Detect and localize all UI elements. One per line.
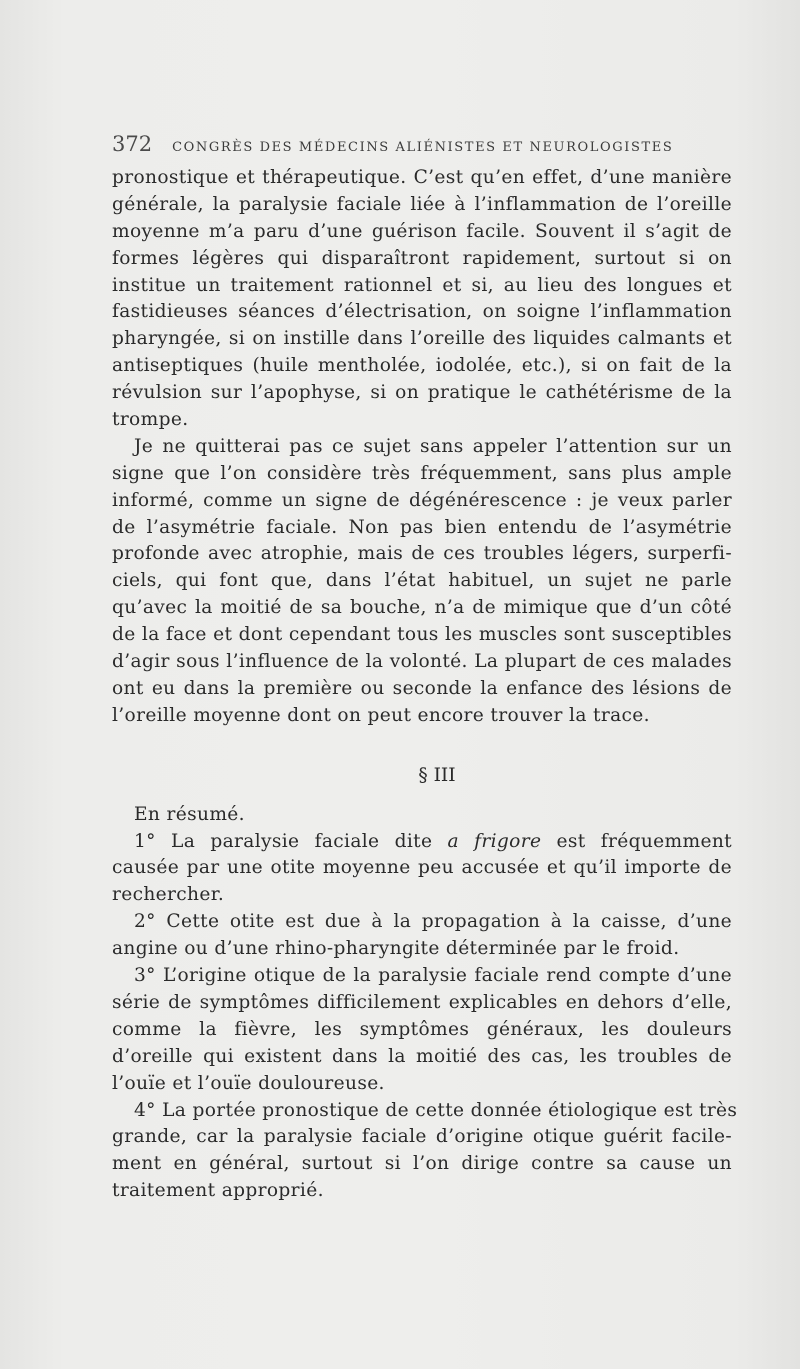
text-line: l’oreille moyenne dont on peut encore trouver la trace. xyxy=(112,704,650,726)
point-rest: est fréquemment xyxy=(541,830,733,852)
body-text xyxy=(112,165,738,1205)
text-line: trompe. xyxy=(112,409,189,431)
text-line: pharyngée, si on instille dans l’oreille des liquides calmants et xyxy=(112,328,732,350)
summary xyxy=(112,802,738,1205)
latin-term: a frigore xyxy=(447,830,542,852)
text-line: grande, car la paralysie faciale d’origine otique guérit facile- xyxy=(112,1126,732,1148)
text-line: d’oreille qui existent dans la moitié des cas, les troubles de xyxy=(112,1045,732,1067)
text-line: signe que l’on considère très fréquemment, sans plus ample xyxy=(112,462,732,484)
text-line: institue un traitement rationnel et si, au lieu des longues et xyxy=(112,274,732,296)
text-line: rechercher. xyxy=(112,884,225,906)
running-title: CONGRÈS DES MÉDECINS ALIÉNISTES ET NEUROLOGISTES xyxy=(172,140,674,155)
text-line: fastidieuses séances d’électrisation, on soigne l’inflammation xyxy=(112,301,732,323)
section-heading: § III xyxy=(418,764,456,786)
text-line: ment en général, surtout si l’on dirige contre sa cause un xyxy=(112,1153,732,1175)
text-line: l’ouïe et l’ouïe douloureuse. xyxy=(112,1072,385,1094)
page-header xyxy=(112,132,712,156)
text-line: d’agir sous l’influence de la volonté. La plupart de ces malades xyxy=(112,651,732,673)
text-line: révulsion sur l’apophyse, si on pratique le cathétérisme de la xyxy=(112,382,732,404)
text-line: de la face et dont cependant tous les muscles sont susceptibles xyxy=(112,624,732,646)
point-lead: 1° La paralysie faciale dite xyxy=(134,830,448,852)
text-line: 2° Cette otite est due à la propagation à la caisse, d’une xyxy=(134,911,732,933)
text-line: 4° La portée pronostique de cette donnée étiologique est très xyxy=(134,1099,738,1121)
text-line: Je ne quitterai pas ce sujet sans appeler l’attention sur un xyxy=(134,435,732,457)
summary-point-2 xyxy=(112,909,732,963)
text-line xyxy=(112,829,732,856)
paragraph-asymmetry xyxy=(112,434,732,730)
text-line: série de symptômes difficilement explicables en dehors d’elle, xyxy=(112,991,732,1013)
text-line: de l’asymétrie faciale. Non pas bien entendu de l’asymétrie xyxy=(112,516,732,538)
text-line: causée par une otite moyenne peu accusée et qu’il importe de xyxy=(112,857,732,879)
summary-point-3 xyxy=(112,963,732,1097)
text-line: ont eu dans la première ou seconde la enfance des lésions de xyxy=(112,677,732,699)
text-line: traitement approprié. xyxy=(112,1180,324,1202)
text-line: angine ou d’une rhino-pharyngite déterminée par le froid. xyxy=(112,938,680,960)
text-line: profonde avec atrophie, mais de ces troubles légers, surperfi- xyxy=(112,543,732,565)
text-line: pronostique et thérapeutique. C’est qu’en effet, d’une manière xyxy=(112,167,732,188)
text-line: 3° L’origine otique de la paralysie faciale rend compte d’une xyxy=(134,965,732,987)
text-line: informé, comme un signe de dégénérescence : je veux parler xyxy=(112,489,732,511)
text-line: formes légères qui disparaîtront rapidement, surtout si on xyxy=(112,247,732,269)
text-line: qu’avec la moitié de sa bouche, n’a de mimique que d’un côté xyxy=(112,597,732,619)
summary-intro: En résumé. xyxy=(134,803,245,825)
text-line: générale, la paralysie faciale liée à l’inflammation de l’oreille xyxy=(112,193,732,215)
text-line: antiseptiques (huile mentholée, iodolée, etc.), si on fait de la xyxy=(112,355,732,377)
paragraph-prognosis xyxy=(112,165,732,434)
text-line: comme la fièvre, les symptômes généraux, les douleurs xyxy=(112,1018,732,1040)
page-number: 372 xyxy=(112,132,153,156)
summary-point-4 xyxy=(112,1098,738,1206)
text-line: moyenne m’a paru d’une guérison facile. Souvent il s’agit de xyxy=(112,220,732,242)
summary-point-1 xyxy=(112,829,732,910)
text-line: ciels, qui font que, dans l’état habituel, un sujet ne parle xyxy=(112,570,732,592)
